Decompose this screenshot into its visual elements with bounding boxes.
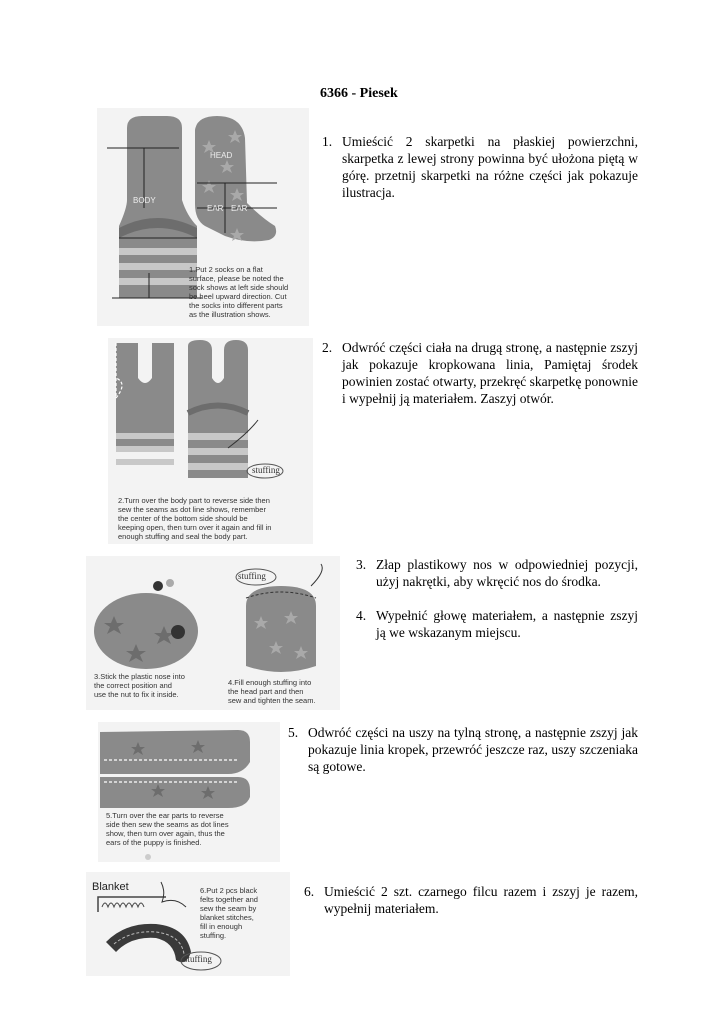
step-text: Umieścić 2 szt. czarnego filcu razem i zszyj je razem, wypełnij materiałem. bbox=[324, 884, 638, 916]
step-number: 1. bbox=[322, 134, 333, 149]
document-title: 6366 - Piesek bbox=[320, 86, 398, 101]
step-text: Złap plastikowy nos w odpowiedniej pozycji, użyj nakrętki, aby wkręcić nos do środka. bbox=[376, 557, 638, 589]
step-text: Wypełnić głowę materiałem, a następnie zszyj ją we wskazanym miejscu. bbox=[376, 608, 638, 640]
step-3 bbox=[356, 556, 638, 590]
figure-step-2 bbox=[108, 338, 313, 544]
figure-caption: 1.Put 2 socks on a flat surface, please be noted the sock shows at left side should be heel upward direction. Cut the socks into different parts as the illustration shows. bbox=[189, 265, 289, 319]
label-blanket: Blanket bbox=[92, 881, 129, 893]
step-text: Umieścić 2 skarpetki na płaskiej powierzchni, skarpetka z lewej strony powinna być ułożona piętą w górę. przetnij skarpetki na różne części jak pokazuje ilustracja. bbox=[342, 134, 638, 200]
label-head: HEAD bbox=[210, 151, 233, 160]
figure-step-3-4 bbox=[86, 556, 340, 710]
step-1 bbox=[322, 133, 638, 201]
step-text: Odwróć części na uszy na tylną stronę, a następnie zszyj jak pokazuje linia kropek, przewróć jeszcze raz, uszy szczeniaka są gotowe. bbox=[308, 725, 638, 774]
figure-step-1 bbox=[97, 108, 309, 326]
figure-caption: 6.Put 2 pcs black felts together and sew the seam by blanket stitches, fill in enough stuffing. bbox=[200, 886, 258, 940]
step-number: 3. bbox=[356, 557, 367, 572]
label-stuffing: stuffing bbox=[238, 571, 266, 581]
label-ear-1: EAR bbox=[207, 204, 224, 213]
step-6 bbox=[304, 883, 638, 917]
figure-step-6 bbox=[86, 872, 290, 976]
figure-step-5 bbox=[98, 722, 280, 862]
figure-caption: 5.Turn over the ear parts to reverse side then sew the seams as dot lines show, then turn over again, thus the ears of the puppy is finished. bbox=[106, 811, 229, 847]
figure-caption-left: 3.Stick the plastic nose into the correct position and use the nut to fix it inside. bbox=[94, 672, 185, 699]
step-text: Odwróć części ciała na drugą stronę, a następnie zszyj jak pokazuje kropkowana linia, Pamiętaj środek powinien zostać otwarty, przekręć skarpetkę ponownie i wypełnij ją materiałem. Zaszyj otwór. bbox=[342, 340, 639, 406]
step-4 bbox=[356, 607, 638, 641]
step-number: 6. bbox=[304, 884, 315, 899]
step-number: 4. bbox=[356, 608, 367, 623]
step-number: 5. bbox=[288, 725, 299, 740]
label-stuffing: stuffing bbox=[252, 465, 280, 475]
figure-caption: 2.Turn over the body part to reverse side then sew the seams as dot line shows, remember the center of the bottom side should be keeping open, then turn over it again and fill in enough stuffing and seal the body part. bbox=[118, 496, 272, 541]
label-stuffing: stuffing bbox=[184, 954, 212, 964]
label-ear-2: EAR bbox=[231, 204, 248, 213]
step-5 bbox=[288, 724, 638, 775]
step-number: 2. bbox=[322, 340, 333, 355]
figure-caption-right: 4.Fill enough stuffing into the head part and then sew and tighten the seam. bbox=[228, 678, 316, 705]
step-2 bbox=[322, 339, 638, 407]
label-body: BODY bbox=[133, 196, 156, 205]
